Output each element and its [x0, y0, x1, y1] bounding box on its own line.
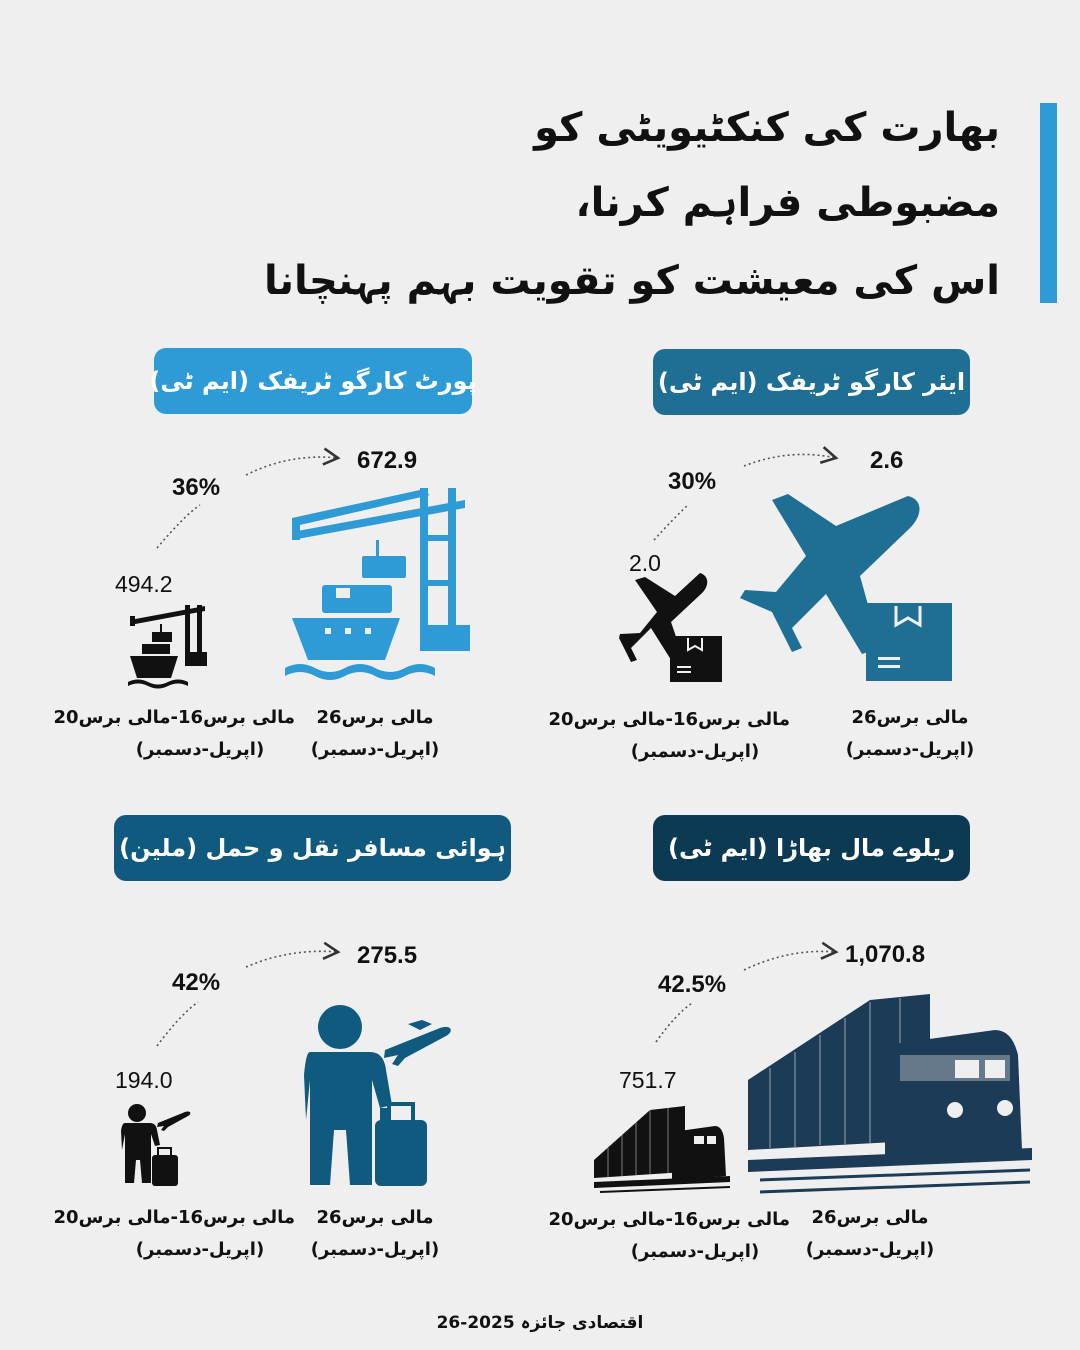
air-cargo-old-value: 2.0: [629, 550, 661, 576]
air-cargo-old-months: (اپریل-دسمبر): [630, 741, 760, 762]
air-passenger-new-months: (اپریل-دسمبر): [310, 1239, 440, 1260]
air-passenger-old-value: 194.0: [115, 1067, 173, 1093]
air-cargo-growth-percent: 30%: [668, 468, 717, 495]
port-new-months: (اپریل-دسمبر): [310, 739, 440, 760]
freight-train-icon-large: [748, 994, 1032, 1192]
railway-new-months: (اپریل-دسمبر): [805, 1239, 935, 1260]
air-cargo-new-months: (اپریل-دسمبر): [845, 739, 975, 760]
air-passenger-icon-large: [304, 1005, 451, 1186]
railway-old-value: 751.7: [619, 1067, 677, 1093]
air-cargo-old-caption: [548, 704, 790, 768]
port-new-value: 672.9: [357, 447, 418, 474]
footer-source: اقتصادی جائزہ 2025-26: [436, 1313, 644, 1333]
port-crane-ship-icon-large: [285, 488, 470, 680]
page-title-line-3: اس کی معیشت کو تقویت بہم پہنچانا: [264, 258, 1000, 304]
air-passenger-new-value: 275.5: [357, 942, 418, 969]
air-passenger-old-caption: [53, 1202, 295, 1266]
air-passenger-growth-percent: 42%: [172, 969, 221, 996]
air-passenger-old-period: مالی برس16-مالی برس20: [53, 1207, 295, 1228]
air-passenger-new-period: مالی برس26: [316, 1207, 434, 1228]
air-passenger-old-months: (اپریل-دسمبر): [135, 1239, 265, 1260]
page-title-line-1: بھارت کی کنکٹیویٹی کو: [534, 105, 1000, 151]
railway-old-period: مالی برس16-مالی برس20: [548, 1209, 790, 1230]
railway-growth-percent: 42.5%: [658, 971, 727, 998]
air-passenger-new-caption: [310, 1202, 440, 1266]
port-old-period: مالی برس16-مالی برس20: [53, 707, 295, 728]
railway-old-caption: [548, 1204, 790, 1268]
freight-train-icon-small: [594, 1106, 730, 1192]
port-new-caption: [310, 702, 440, 766]
airplane-cargo-icon-small: [619, 573, 722, 682]
port-new-period: مالی برس26: [316, 707, 434, 728]
air-cargo-title: ایئر کارگو ٹریفک (ایم ٹی): [653, 349, 970, 415]
railway-freight-title: ریلوے مال بھاڑا (ایم ٹی): [653, 815, 970, 881]
air-cargo-new-caption: [845, 702, 975, 766]
air-passenger-icon-small: [121, 1104, 190, 1186]
railway-old-months: (اپریل-دسمبر): [630, 1241, 760, 1262]
air-cargo-new-value: 2.6: [870, 447, 904, 474]
railway-new-caption: [805, 1202, 935, 1266]
airplane-cargo-icon-large: [740, 494, 952, 681]
air-cargo-old-period: مالی برس16-مالی برس20: [548, 709, 790, 730]
air-passenger-growth-arrow: [157, 951, 338, 1046]
page-title-line-2: مضبوطی فراہم کرنا،: [575, 180, 1000, 226]
railway-new-value: 1,070.8: [845, 941, 926, 968]
port-old-value: 494.2: [115, 571, 173, 597]
port-old-caption: [53, 702, 295, 766]
port-crane-ship-icon-small: [128, 605, 207, 689]
port-old-months: (اپریل-دسمبر): [135, 739, 265, 760]
railway-new-period: مالی برس26: [811, 1207, 929, 1228]
air-cargo-new-period: مالی برس26: [851, 707, 969, 728]
port-growth-percent: 36%: [172, 474, 221, 501]
air-passenger-title: ہوائی مسافر نقل و حمل (ملین): [114, 815, 511, 881]
port-cargo-title: پورٹ کارگو ٹریفک (ایم ٹی): [154, 348, 472, 414]
